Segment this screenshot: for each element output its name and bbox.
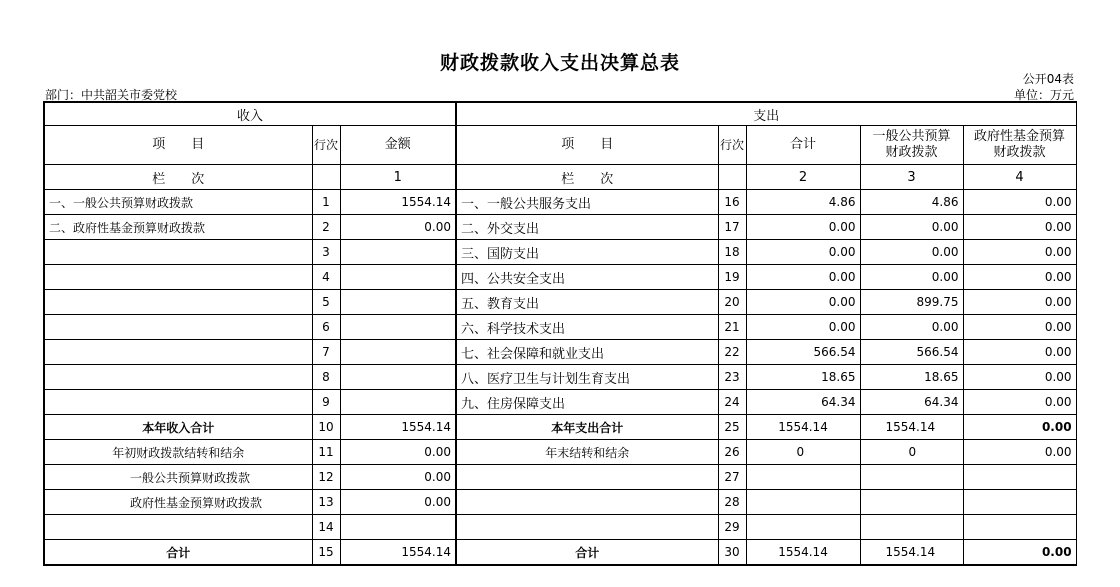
summary-row [44, 440, 1076, 465]
summary-expense-item [456, 465, 718, 490]
summary-expense-total [746, 465, 860, 490]
summary-expense-item [456, 515, 718, 540]
income-line-no: 8 [312, 365, 340, 390]
expense-gov-fund: 0.00 [963, 265, 1076, 290]
income-item [44, 315, 312, 340]
header-row-2 [44, 126, 1076, 165]
expense-item: 四、公共安全支出 [456, 265, 718, 290]
summary-expense-line-no: 29 [718, 515, 746, 540]
expense-line-no: 20 [718, 290, 746, 315]
expense-total: 0.00 [746, 315, 860, 340]
table-row [44, 290, 1076, 315]
summary-expense-line-no: 25 [718, 415, 746, 440]
unit-label: 单位：万元 [1013, 88, 1074, 102]
summary-income-line-no: 15 [312, 540, 340, 566]
income-line-no: 6 [312, 315, 340, 340]
summary-income-line-no: 12 [312, 465, 340, 490]
summary-expense-item: 合计 [456, 540, 718, 566]
summary-expense-gov-fund: 0.00 [963, 415, 1076, 440]
income-item: 一、一般公共预算财政拨款 [44, 190, 312, 215]
summary-expense-item: 本年支出合计 [456, 415, 718, 440]
summary-expense-gov-fund: 0.00 [963, 440, 1076, 465]
summary-expense-total: 1554.14 [746, 540, 860, 566]
expense-total: 64.34 [746, 390, 860, 415]
income-item: 二、政府性基金预算财政拨款 [44, 215, 312, 240]
income-amount [340, 290, 456, 315]
expense-gov-fund: 0.00 [963, 390, 1076, 415]
summary-expense-general-budget: 0 [860, 440, 963, 465]
summary-expense-item: 年末结转和结余 [456, 440, 718, 465]
summary-expense-item [456, 490, 718, 515]
expense-line-no: 17 [718, 215, 746, 240]
summary-income-item: 本年收入合计 [44, 415, 312, 440]
expense-gov-fund: 0.00 [963, 190, 1076, 215]
income-item [44, 340, 312, 365]
summary-expense-gov-fund [963, 490, 1076, 515]
income-amount [340, 340, 456, 365]
summary-expense-total [746, 490, 860, 515]
income-amount [340, 390, 456, 415]
expense-total: 566.54 [746, 340, 860, 365]
expense-general-budget: 0.00 [860, 215, 963, 240]
expense-item: 三、国防支出 [456, 240, 718, 265]
table-row [44, 215, 1076, 240]
income-line-no: 1 [312, 190, 340, 215]
expense-item: 二、外交支出 [456, 215, 718, 240]
expense-line-blank [718, 165, 746, 190]
summary-row [44, 465, 1076, 490]
income-amount: 1554.14 [340, 190, 456, 215]
expense-general-budget: 0.00 [860, 240, 963, 265]
col-3-label: 3 [860, 165, 963, 190]
summary-expense-general-budget: 1554.14 [860, 540, 963, 566]
summary-income-item: 年初财政拨款结转和结余 [44, 440, 312, 465]
expense-line-no: 22 [718, 340, 746, 365]
expense-item-header: 项 目 [456, 126, 718, 165]
summary-row [44, 515, 1076, 540]
table-row [44, 390, 1076, 415]
summary-expense-gov-fund [963, 465, 1076, 490]
income-item [44, 265, 312, 290]
income-amount [340, 315, 456, 340]
expense-item: 九、住房保障支出 [456, 390, 718, 415]
expense-general-budget: 566.54 [860, 340, 963, 365]
table-row [44, 240, 1076, 265]
header-row-3 [44, 165, 1076, 190]
expense-line-no: 18 [718, 240, 746, 265]
summary-income-amount [340, 515, 456, 540]
expense-total: 4.86 [746, 190, 860, 215]
summary-expense-line-no: 30 [718, 540, 746, 566]
gov-fund-header: 政府性基金预算财政拨款 [963, 126, 1076, 165]
summary-income-amount: 0.00 [340, 465, 456, 490]
income-amount [340, 265, 456, 290]
fiscal-appropriation-table [43, 101, 1077, 566]
summary-income-amount: 1554.14 [340, 540, 456, 566]
income-amount [340, 365, 456, 390]
expense-item: 七、社会保障和就业支出 [456, 340, 718, 365]
expense-item: 一、一般公共服务支出 [456, 190, 718, 215]
summary-row [44, 415, 1076, 440]
expense-item: 六、科学技术支出 [456, 315, 718, 340]
expense-general-budget: 64.34 [860, 390, 963, 415]
summary-income-line-no: 11 [312, 440, 340, 465]
col-2-label: 2 [746, 165, 860, 190]
summary-income-amount: 1554.14 [340, 415, 456, 440]
expense-total: 0.00 [746, 215, 860, 240]
expense-total: 0.00 [746, 265, 860, 290]
summary-income-line-no: 13 [312, 490, 340, 515]
expense-gov-fund: 0.00 [963, 290, 1076, 315]
income-line-no: 9 [312, 390, 340, 415]
expense-gov-fund: 0.00 [963, 340, 1076, 365]
income-line-header: 行次 [312, 126, 340, 165]
report-title: 财政拨款收入支出决算总表 [439, 52, 680, 74]
expense-column-label: 栏 次 [456, 165, 718, 190]
expense-gov-fund: 0.00 [963, 240, 1076, 265]
expense-line-no: 24 [718, 390, 746, 415]
expense-line-no: 23 [718, 365, 746, 390]
expense-item: 八、医疗卫生与计划生育支出 [456, 365, 718, 390]
expense-total: 18.65 [746, 365, 860, 390]
expense-gov-fund: 0.00 [963, 215, 1076, 240]
expense-line-header: 行次 [718, 126, 746, 165]
col-1-label: 1 [340, 165, 456, 190]
income-line-no: 7 [312, 340, 340, 365]
income-item [44, 390, 312, 415]
summary-expense-total: 0 [746, 440, 860, 465]
income-line-no: 4 [312, 265, 340, 290]
income-line-no: 5 [312, 290, 340, 315]
general-budget-header: 一般公共预算财政拨款 [860, 126, 963, 165]
summary-income-line-no: 14 [312, 515, 340, 540]
income-header: 收入 [44, 102, 456, 126]
summary-expense-gov-fund: 0.00 [963, 540, 1076, 566]
summary-expense-general-budget [860, 515, 963, 540]
income-line-blank [312, 165, 340, 190]
summary-row [44, 540, 1076, 566]
summary-income-line-no: 10 [312, 415, 340, 440]
summary-income-item: 一般公共预算财政拨款 [44, 465, 312, 490]
income-amount: 0.00 [340, 215, 456, 240]
summary-income-amount: 0.00 [340, 440, 456, 465]
form-number: 公开04表 [1022, 72, 1074, 86]
summary-expense-line-no: 26 [718, 440, 746, 465]
summary-expense-general-budget [860, 490, 963, 515]
table-row [44, 315, 1076, 340]
income-item-header: 项 目 [44, 126, 312, 165]
summary-row [44, 490, 1076, 515]
table-row [44, 265, 1076, 290]
expense-line-no: 16 [718, 190, 746, 215]
income-amount [340, 240, 456, 265]
expense-general-budget: 18.65 [860, 365, 963, 390]
summary-expense-total [746, 515, 860, 540]
expense-general-budget: 0.00 [860, 265, 963, 290]
summary-income-item: 合计 [44, 540, 312, 566]
summary-income-item: 政府性基金预算财政拨款 [44, 490, 312, 515]
header-row-1 [44, 102, 1076, 126]
expense-total: 0.00 [746, 240, 860, 265]
expense-general-budget: 0.00 [860, 315, 963, 340]
income-item [44, 240, 312, 265]
income-item [44, 365, 312, 390]
income-column-label: 栏 次 [44, 165, 312, 190]
expense-total-header: 合计 [746, 126, 860, 165]
expense-line-no: 21 [718, 315, 746, 340]
expense-general-budget: 4.86 [860, 190, 963, 215]
summary-expense-general-budget [860, 465, 963, 490]
summary-expense-gov-fund [963, 515, 1076, 540]
expense-line-no: 19 [718, 265, 746, 290]
col-4-label: 4 [963, 165, 1076, 190]
summary-expense-total: 1554.14 [746, 415, 860, 440]
expense-gov-fund: 0.00 [963, 315, 1076, 340]
summary-income-item [44, 515, 312, 540]
table-row [44, 365, 1076, 390]
summary-expense-general-budget: 1554.14 [860, 415, 963, 440]
expense-header: 支出 [456, 102, 1076, 126]
summary-expense-line-no: 28 [718, 490, 746, 515]
income-item [44, 290, 312, 315]
table-row [44, 340, 1076, 365]
expense-gov-fund: 0.00 [963, 365, 1076, 390]
table-row [44, 190, 1076, 215]
summary-income-amount: 0.00 [340, 490, 456, 515]
expense-general-budget: 899.75 [860, 290, 963, 315]
department-label: 部门：中共韶关市委党校 [45, 88, 178, 102]
income-amount-header: 金额 [340, 126, 456, 165]
expense-item: 五、教育支出 [456, 290, 718, 315]
summary-expense-line-no: 27 [718, 465, 746, 490]
income-line-no: 2 [312, 215, 340, 240]
income-line-no: 3 [312, 240, 340, 265]
expense-total: 0.00 [746, 290, 860, 315]
